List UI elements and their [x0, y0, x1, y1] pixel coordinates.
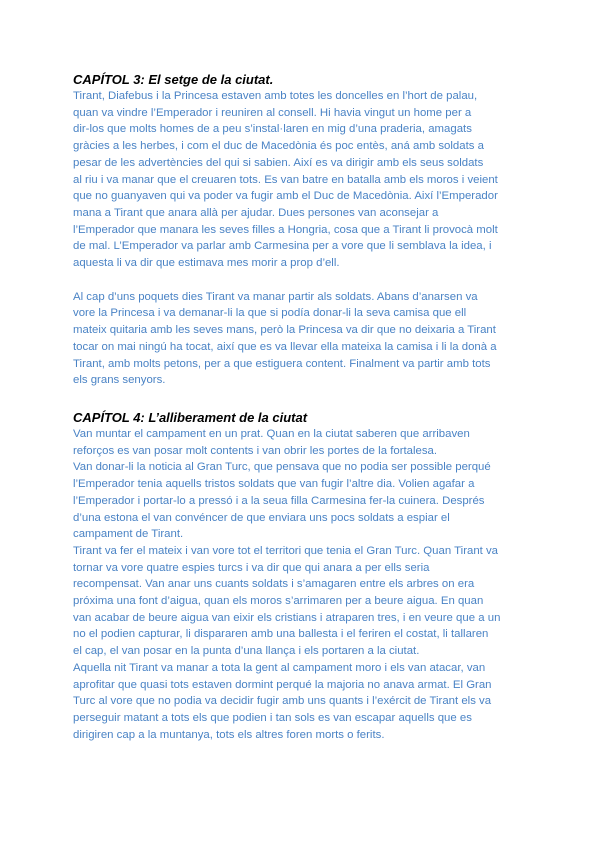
chapter-title: CAPÍTOL 4: L’alliberament de la ciutat: [73, 410, 308, 425]
text-line: quan va vindre l’Emperador i reuniren al consell. Hi havia vingut un home per a: [73, 106, 472, 119]
text-line: Aquella nit Tirant va manar a tota la gent al campament moro i els van atacar, van: [73, 661, 486, 674]
text-line: Tirant, amb molts petons, per a que estiguera content. Finalment va partir amb tots: [73, 357, 491, 370]
paragraph: [73, 426, 543, 743]
text-line: reforços es van posar molt contents i van obrir les portes de la fortalesa.: [73, 444, 438, 457]
text-line: aquesta li va dir que estimava mes morir a prop d’ell.: [73, 257, 340, 270]
text-line: Van donar-li la noticia al Gran Turc, que pensava que no podia ser possible perqué: [73, 461, 491, 474]
text-line: els grans senyors.: [73, 374, 166, 387]
paragraph: [73, 88, 543, 272]
text-line: el cap, el van posar en la punta d’una llança i els portaren a la ciutat.: [73, 645, 420, 658]
text-line: dirigiren cap a la muntanya, tots els altres foren morts o ferits.: [73, 728, 385, 741]
text-line: Turc al vore que no podia va decidir fugir amb uns quants i l’exércit de Tirant els va: [73, 695, 492, 708]
text-line: aprofitar que quasi tots estaven dormint perqué la majoria no anava armat. El Gran: [73, 678, 492, 691]
text-line: vore la Princesa i va demanar-li la que si podía donar-li la seva camisa que ell: [73, 307, 467, 320]
text-line: mana a Tirant que anara allà per ajudar. Dues persones van aconsejar a: [73, 206, 439, 219]
text-line: perseguir matant a tots els que podien i tan sols es van escapar aquells que es: [73, 711, 472, 724]
text-line: próxima una font d’aigua, quan els moros s’arrimaren per a beure aigua. En quan: [73, 595, 484, 608]
paragraph: [73, 289, 543, 389]
text-line: recompensat. Van anar uns cuants soldats i s’amagaren entre els arbres on era: [73, 578, 475, 591]
text-line: que no guanyaven qui va poder va fugir amb el Duc de Macedònia. Així l’Emperador: [73, 190, 498, 203]
text-line: de mal. L’Emperador va parlar amb Carmesina per a vore que li semblava la idea, i: [73, 240, 492, 253]
text-line: Tirant, Diafebus i la Princesa estaven amb totes les doncelles en l’hort de palau,: [73, 90, 478, 102]
chapter-4: [73, 410, 543, 743]
chapter-3: [73, 72, 543, 389]
text-line: pesar de les advertències del qui si sabien. Així es va dirigir amb els seus soldats: [73, 156, 484, 169]
text-line: l’Emperador tenia aquells tristos soldats que van fugir l’altre dia. Volien agafar a: [73, 478, 475, 491]
text-line: Tirant va fer el mateix i van vore tot el territori que tenia el Gran Turc. Quan Tirant va: [73, 544, 499, 557]
text-line: Al cap d’uns poquets dies Tirant va manar partir als soldats. Abans d’anarsen va: [73, 290, 478, 303]
text-line: Van muntar el campament en un prat. Quan en la ciutat saberen que arribaven: [73, 428, 470, 440]
text-line: d’una estona el van convéncer de que enviara uns pocs soldats a espiar el: [73, 511, 450, 524]
text-line: gràcies a les herbes, i com el duc de Macedònia és poc entès, aná amb soldats a: [73, 140, 484, 153]
chapter-title: CAPÍTOL 3: El setge de la ciutat.: [73, 72, 274, 87]
text-line: tocar on mai ningú ha tocat, així que es va llevar ella mateixa la camisa i li la donà a: [73, 340, 497, 353]
text-line: mateix quitaria amb les seves mans, però la Princesa va dir que no deixaria a Tirant: [73, 324, 496, 337]
text-line: l’Emperador que manara les seves filles a Hongria, cosa que a Tirant li provocà molt: [73, 223, 498, 236]
paragraph-gap: [73, 272, 543, 289]
text-line: campament de Tirant.: [73, 528, 184, 541]
text-line: dir-los que molts homes de a peu s’instal·laren en mig d’una praderia, amagats: [73, 123, 472, 136]
text-line: al riu i va manar que el creuaren tots. Es van batre en batalla amb els moros i veient: [73, 173, 498, 186]
text-line: no el podien capturar, li dispararen amb una ballesta i el feriren el costat, li tallaren: [73, 628, 489, 641]
text-line: l’Emperador i portar-lo a pressó i a la seua filla Carmesina fer-la cuinera. Després: [73, 494, 485, 507]
text-line: tornar va vore quatre espies turcs i va dir que qui anara a per ells seria: [73, 561, 430, 574]
text-line: van acabar de beure aigua van eixir els cristians i atraparen tres, i en veure que a un: [73, 611, 501, 624]
